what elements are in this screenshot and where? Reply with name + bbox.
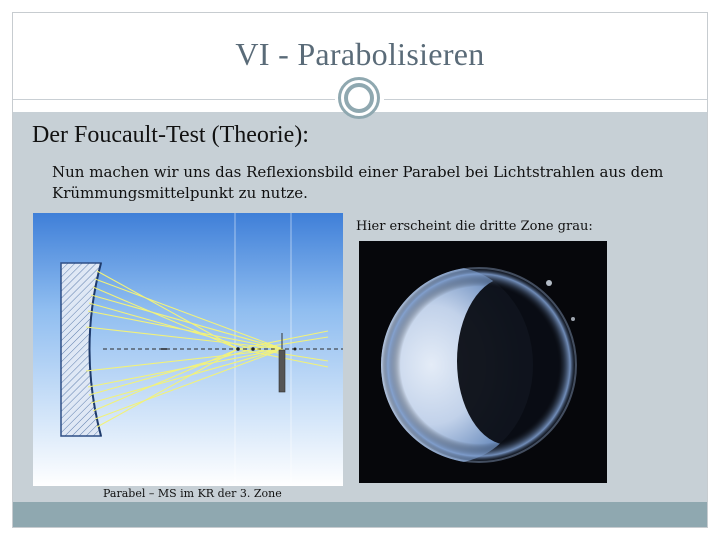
mirror-ray-diagram: [33, 213, 343, 486]
ring-icon: [338, 77, 380, 119]
slide-title: VI - Parabolisieren: [235, 36, 485, 72]
footer-bar: [13, 502, 707, 527]
focus-point: [236, 347, 240, 351]
body-text: Nun machen wir uns das Reflexionsbild einer Parabel bei Lichtstrahlen aus dem Krümmungsmittelpunkt zu nutze.: [52, 163, 664, 202]
focus-point: [294, 348, 297, 351]
foucault-photo: [359, 241, 607, 483]
focus-point: [251, 347, 255, 351]
knife-edge: [279, 350, 285, 392]
diagram-caption: Parabel – MS im KR der 3. Zone: [103, 487, 282, 500]
foucault-image: [359, 241, 607, 483]
section-heading: Der Foucault-Test (Theorie):: [32, 122, 309, 148]
title-divider-right: [384, 99, 707, 100]
photo-caption: Hier erscheint die dritte Zone grau:: [356, 219, 593, 234]
title-divider-left: [13, 99, 335, 100]
